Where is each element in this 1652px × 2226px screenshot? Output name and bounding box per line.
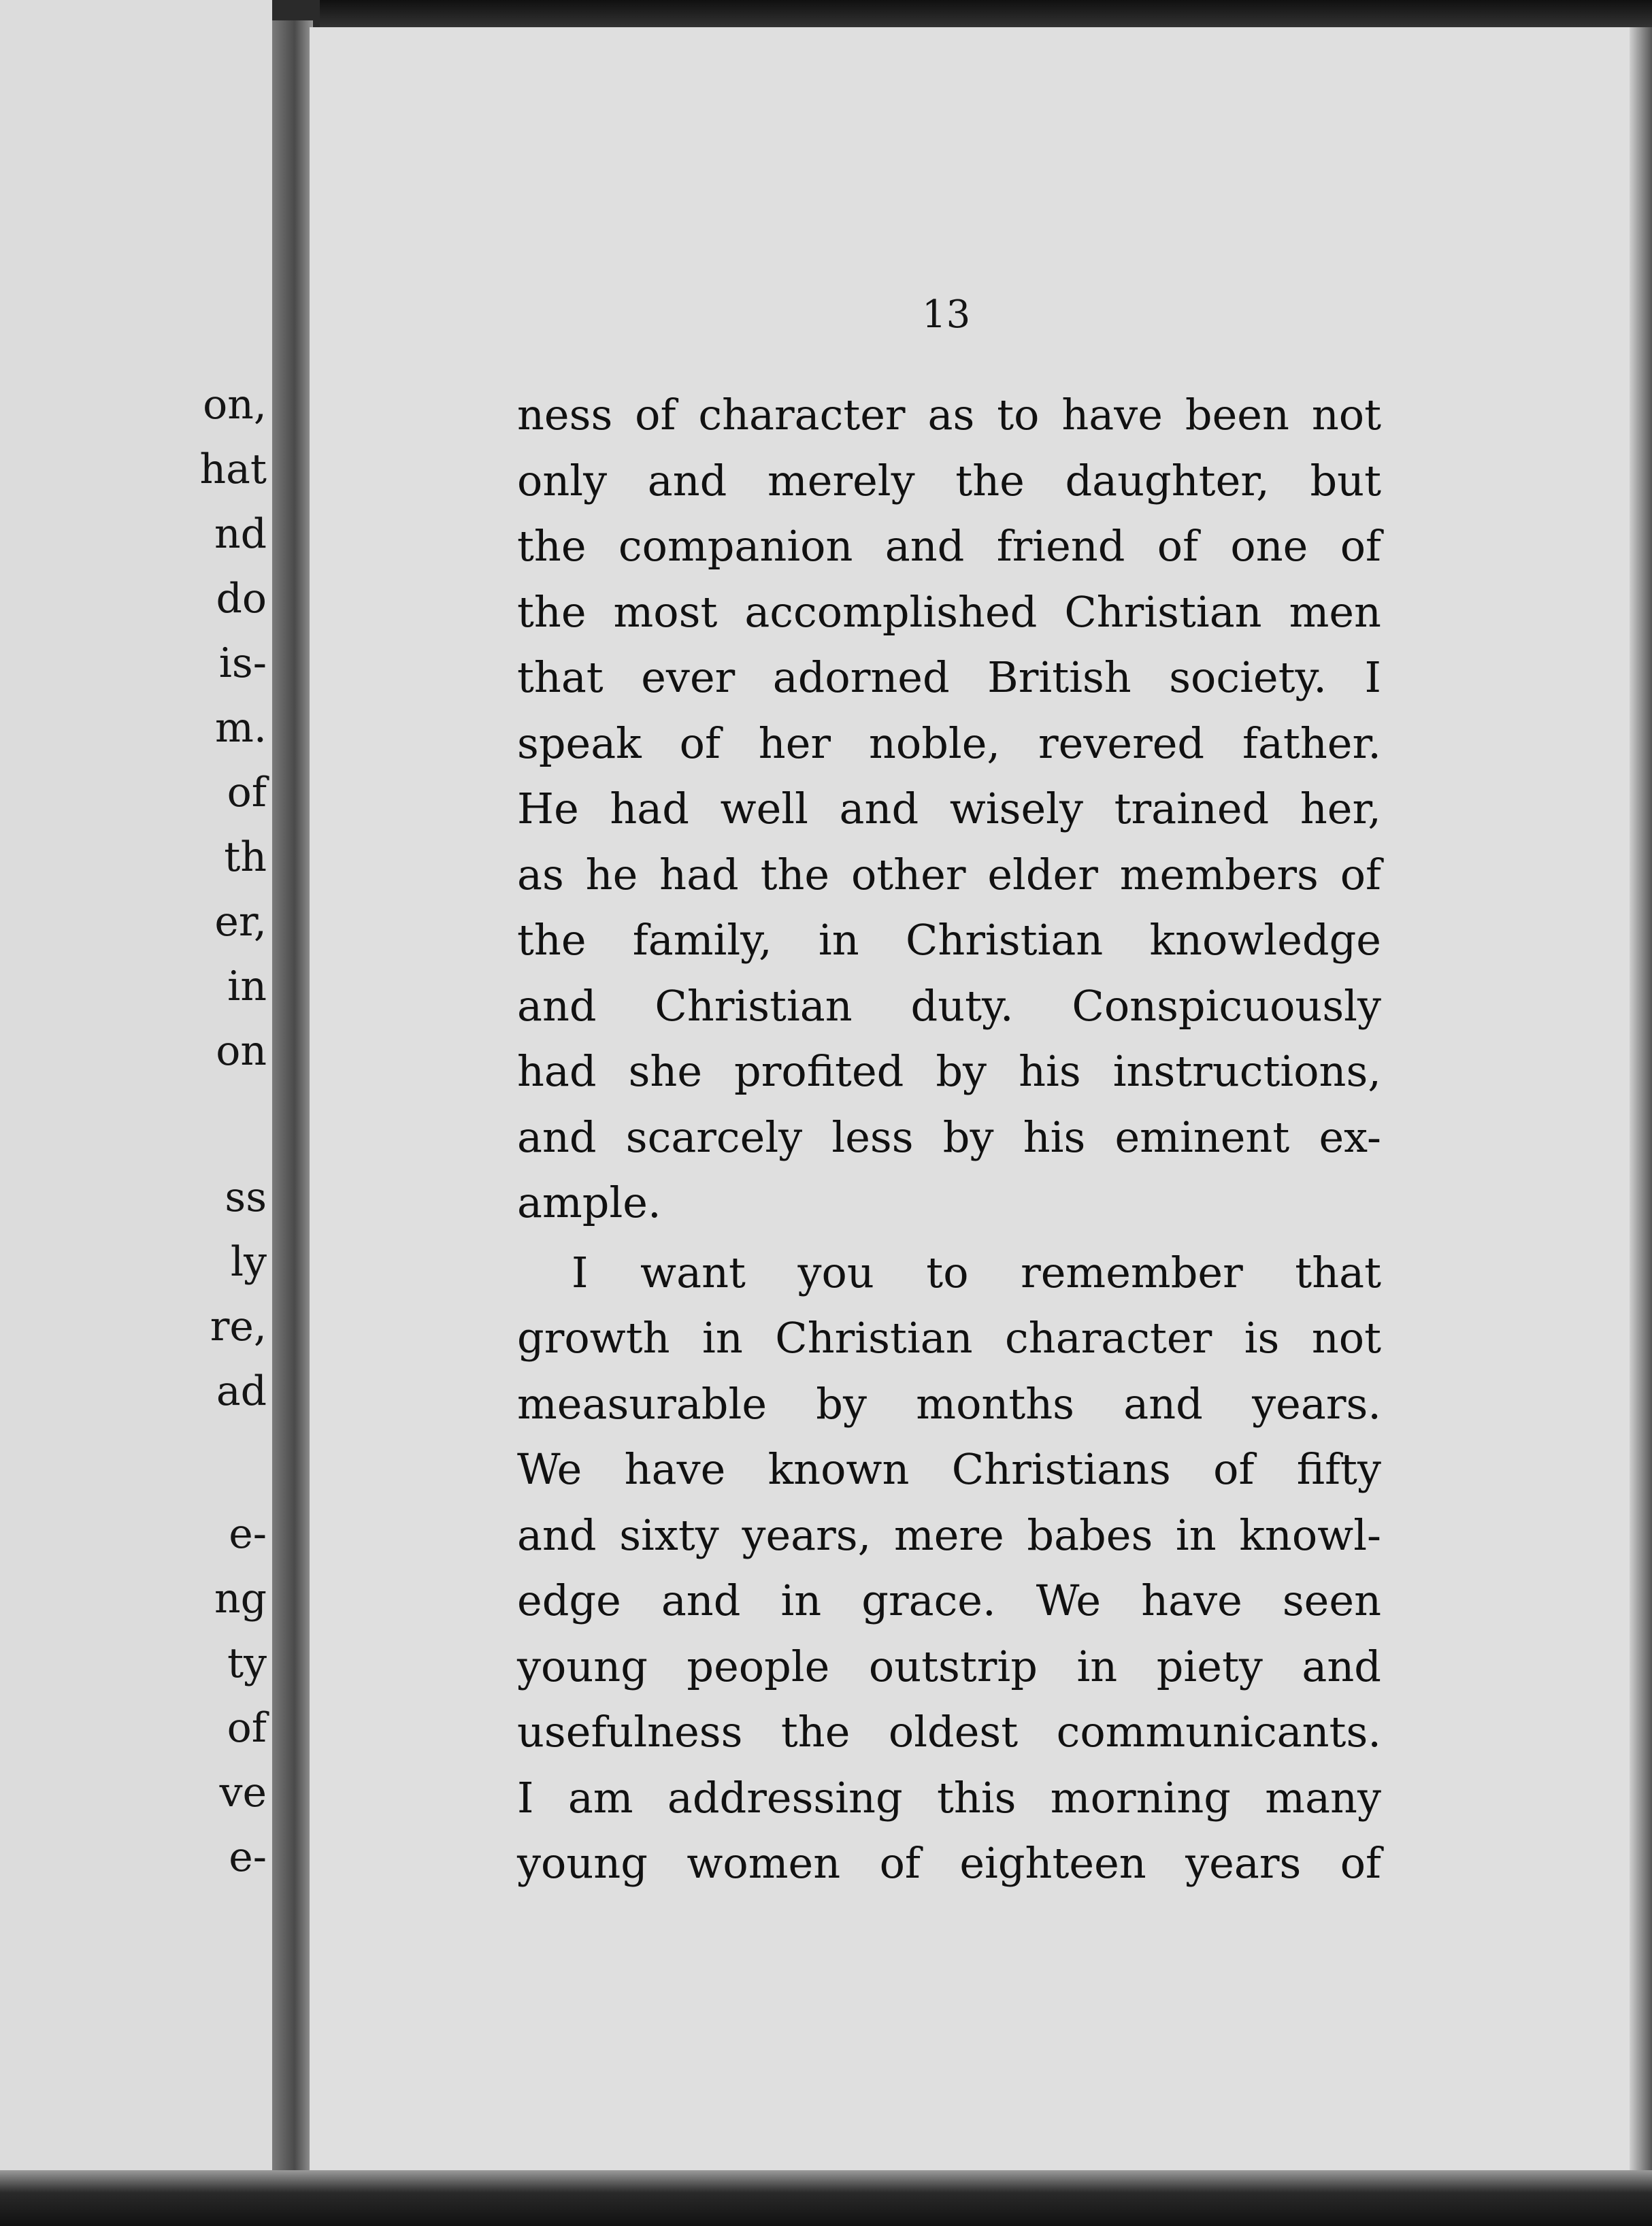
left-page-fragment: re,	[210, 1303, 267, 1350]
left-page-fragment: th	[224, 833, 267, 881]
left-page-fragment: er,	[214, 898, 267, 946]
page-number: 13	[922, 293, 971, 337]
left-page-fragment: e-	[229, 1510, 267, 1558]
paragraph	[517, 382, 1381, 1236]
text-line: young people outstrip in piety and	[517, 1641, 1381, 1691]
text-line: young women of eighteen years of	[517, 1838, 1381, 1888]
paragraph	[517, 1240, 1381, 1897]
left-page-fragment: of	[227, 769, 267, 816]
left-page-fragment: e-	[229, 1833, 267, 1881]
book-gutter	[272, 20, 313, 2184]
left-page-fragment: on	[216, 1027, 267, 1075]
text-line: We have known Christians of fifty	[517, 1444, 1381, 1494]
text-line: edge and in grace. We have seen	[517, 1576, 1381, 1625]
left-page-fragment: ad	[216, 1367, 267, 1415]
text-line: ample.	[517, 1178, 661, 1227]
text-line: He had well and wisely trained her,	[517, 784, 1381, 833]
text-line: and Christian duty. Conspicuously	[517, 980, 1381, 1031]
left-page-fragment: is-	[218, 639, 267, 687]
left-page-fragment: on,	[203, 381, 267, 429]
left-page-fragment: ss	[225, 1174, 267, 1221]
text-line: the most accomplished Christian men	[517, 586, 1381, 637]
right-page-edge	[1630, 27, 1652, 2177]
left-page-fragment: hat	[199, 446, 267, 493]
text-line: speak of her noble, revered father.	[517, 718, 1381, 768]
previous-page-edge	[0, 0, 272, 2180]
left-page-fragment: m.	[215, 704, 267, 752]
left-page-fragment: ng	[214, 1575, 267, 1623]
left-page-fragment: ty	[227, 1640, 267, 1687]
left-page-fragment: ly	[230, 1238, 267, 1286]
text-line: ness of character as to have been not	[517, 390, 1381, 439]
bottom-shadow-edge	[0, 2170, 1652, 2226]
page-body-text	[517, 382, 1381, 1897]
text-line: I want you to remember that	[572, 1247, 1381, 1297]
text-line: the family, in Christian knowledge	[517, 915, 1381, 965]
text-line: growth in Christian character is not	[517, 1313, 1381, 1363]
text-line: as he had the other elder members of	[517, 849, 1381, 899]
left-page-fragment: of	[227, 1704, 267, 1752]
text-line: the companion and friend of one of	[517, 521, 1381, 571]
left-page-fragment: do	[216, 575, 267, 622]
text-line: only and merely the daughter, but	[517, 455, 1381, 505]
text-line: that ever adorned British society. I	[517, 652, 1381, 702]
text-line: and sixty years, mere babes in knowl-	[517, 1510, 1381, 1560]
text-line: and scarcely less by his eminent ex-	[517, 1112, 1381, 1162]
left-page-fragment: nd	[214, 510, 267, 558]
text-line: had she profited by his instructions,	[517, 1046, 1381, 1096]
left-page-fragment: ve	[219, 1769, 267, 1816]
text-line: measurable by months and years.	[517, 1378, 1381, 1429]
text-line: I am addressing this morning many	[517, 1772, 1381, 1823]
text-line: usefulness the oldest communicants.	[517, 1707, 1381, 1757]
left-page-fragment: in	[227, 963, 267, 1010]
